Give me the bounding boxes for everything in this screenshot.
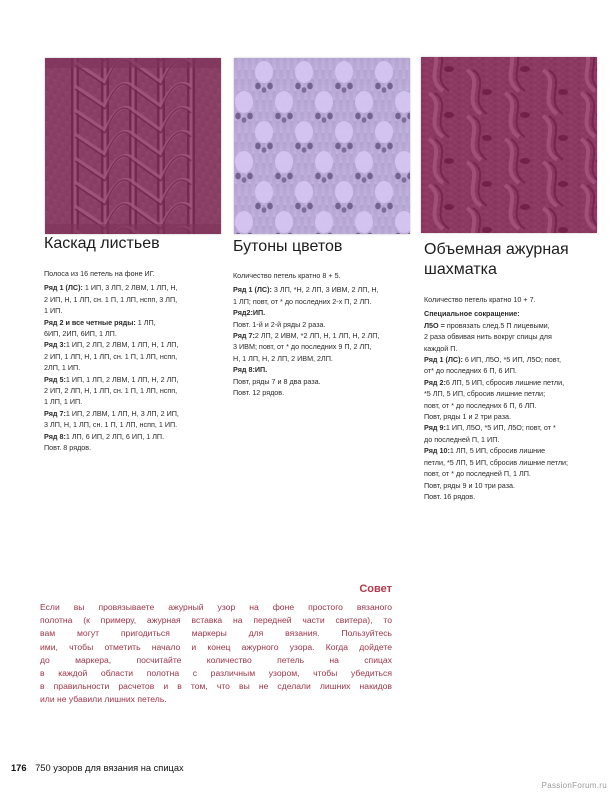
page-footer bbox=[11, 763, 184, 773]
row-label: Ряд 1 (ЛС): bbox=[233, 285, 272, 295]
row-text: повт, от * до последних 6 П, 6 ЛП. bbox=[424, 400, 537, 410]
instruction-line bbox=[44, 317, 234, 328]
row-text: Повт. 8 рядов. bbox=[44, 443, 92, 453]
row-text: от* до последних 6 П, 6 ИП. bbox=[424, 366, 517, 376]
tip-line: ими, чтобы отметить начало и конец ажурного узора. Когда дойдете bbox=[40, 641, 392, 652]
instruction-line bbox=[424, 445, 610, 456]
row-label: Ряд 3: bbox=[44, 340, 66, 350]
row-text: Повт, ряды 7 и 8 два раза. bbox=[233, 376, 321, 386]
row-label: Ряд 1 (ЛС): bbox=[424, 355, 463, 365]
row-text: Повт, ряды 9 и 10 три раза. bbox=[424, 480, 515, 490]
row-label: Ряд 7: bbox=[44, 408, 66, 418]
row-text: Повт, ряды 1 и 2 три раза. bbox=[424, 412, 511, 422]
row-text: 1 ИП, 3 ЛП, 2 ЛВМ, 1 ЛП, Н, bbox=[82, 283, 178, 293]
flower-buds-knit-texture bbox=[234, 58, 410, 234]
row-text: 1 ИП, 2 ЛП, 2 ЛВМ, 1 ЛП, Н, 1 ЛП, bbox=[65, 340, 179, 350]
tip-line: полотна (к примеру, ажурная вставка на передней части свитера), то bbox=[40, 615, 392, 626]
swatch-photo-flower-buds bbox=[234, 58, 410, 234]
row-text: провязать след.5 П лицевыми, bbox=[444, 320, 550, 330]
instruction-line bbox=[424, 468, 610, 479]
instruction-line bbox=[44, 362, 234, 373]
instruction-line bbox=[424, 480, 610, 491]
pattern-column-flower-buds bbox=[233, 237, 419, 398]
instruction-line bbox=[44, 408, 234, 419]
instruction-line bbox=[424, 320, 610, 331]
row-text: Н, 1 ЛП, Н, 2 ЛП, 2 ИВМ, 2ЛП. bbox=[233, 353, 333, 363]
tip-line: Если вы провязываете ажурный узор на фоне простого вязаного bbox=[40, 602, 392, 612]
row-text: 1 ЛП, 1 ИП. bbox=[44, 397, 83, 407]
tip-line: вам могут пригодиться маркеры для вязания. Пользуйтесь bbox=[40, 628, 392, 639]
pattern-column-lace-checker bbox=[424, 240, 610, 502]
instruction-line bbox=[424, 400, 610, 411]
instruction-line bbox=[233, 341, 419, 352]
row-text: 1 ИП, Л5О, *5 ИП, Л5О; повт, от * bbox=[445, 423, 556, 433]
pattern-title-line: шахматка bbox=[424, 261, 497, 278]
instruction-line bbox=[424, 434, 610, 445]
instruction-line bbox=[44, 419, 234, 430]
row-label: Ряд 7: bbox=[233, 331, 255, 341]
pattern-title-line: Объемная ажурная bbox=[424, 241, 569, 258]
row-text: 2 ИП, Н, 1 ЛП, сн. 1 П, 1 ЛП, нспп, 3 ЛП, bbox=[44, 294, 178, 304]
row-text: Повт. 16 рядов. bbox=[424, 491, 476, 501]
instruction-line bbox=[44, 294, 234, 305]
instruction-line bbox=[424, 457, 610, 468]
instruction-line bbox=[233, 387, 419, 398]
row-text: 1 ИП, 2 ЛВМ, 1 ЛП, Н, 3 ЛП, 2 ИП, bbox=[65, 408, 179, 418]
row-text: каждой П. bbox=[424, 343, 458, 353]
row-label: Ряд2:ИП. bbox=[233, 308, 266, 318]
row-label: Л5О = bbox=[424, 320, 445, 330]
row-text: петли, *5 ЛП, 5 ИП, сбросив лишние петли; bbox=[424, 457, 569, 467]
instruction-line bbox=[424, 411, 610, 422]
instruction-line bbox=[424, 331, 610, 342]
instruction-line bbox=[233, 307, 419, 318]
instruction-line bbox=[44, 374, 234, 385]
tip-line: в правильности расчетов и в том, что вы не сделали лишних накидов bbox=[40, 681, 392, 692]
tip-text bbox=[40, 601, 392, 707]
pattern-intro: Количество петель кратно 8 + 5. bbox=[233, 271, 341, 280]
row-text: 6 ИП, Л5О, *5 ИП, Л5О; повт, bbox=[462, 355, 561, 365]
page-number: 176 bbox=[11, 763, 27, 773]
row-text: 6 ЛП, 5 ИП, сбросив лишние петли, bbox=[445, 377, 565, 387]
row-text: 3 ИВМ; повт, от * до последних 9 П, 2 ЛП, bbox=[233, 342, 372, 352]
instruction-line bbox=[424, 365, 610, 376]
pattern-title: Каскад листьев bbox=[44, 235, 160, 252]
pattern-instructions bbox=[44, 282, 234, 453]
instruction-line bbox=[424, 422, 610, 433]
pattern-title: Бутоны цветов bbox=[233, 238, 343, 255]
row-text: 3 ЛП, *Н, 2 ЛП, 3 ИВМ, 2 ЛП, Н, bbox=[271, 285, 379, 295]
tip-box bbox=[40, 583, 392, 707]
pattern-intro: Полоса из 16 петель на фоне ИГ. bbox=[44, 269, 155, 278]
row-text: 1 ЛП, 6 ИП, 2 ЛП, 6 ИП, 1 ЛП. bbox=[65, 431, 165, 441]
row-label: Ряд 10: bbox=[424, 446, 450, 456]
instruction-line bbox=[424, 377, 610, 388]
instruction-line bbox=[233, 330, 419, 341]
row-text: 1 ИП, 1 ЛП, 2 ЛВМ, 1 ЛП, Н, 2 ЛП, bbox=[65, 374, 179, 384]
watermark: PassionForum.ru bbox=[541, 781, 607, 790]
row-label: Специальное сокращение: bbox=[424, 309, 520, 319]
row-text: 2ЛП, 1 ИП. bbox=[44, 363, 81, 373]
row-label: Ряд 9: bbox=[424, 423, 446, 433]
row-text: Повт. 1-й и 2-й ряды 2 раза. bbox=[233, 319, 326, 329]
row-label: Ряд 8: bbox=[44, 431, 66, 441]
swatch-photo-leaf-cascade bbox=[45, 58, 221, 234]
row-text: до последней П, 1 ИП. bbox=[424, 434, 500, 444]
row-label: Ряд 2 и все четные ряды: bbox=[44, 317, 136, 327]
instruction-line bbox=[233, 353, 419, 364]
row-text: 2 ИП, 1 ЛП, Н, 1 ЛП, сн. 1 П, 1 ЛП, нспп, bbox=[44, 351, 178, 361]
instruction-line bbox=[233, 319, 419, 330]
row-label: Ряд 8:ИП. bbox=[233, 365, 268, 375]
row-text: 3 ЛП, Н, 1 ЛП, сн. 1 П, 1 ЛП, нспп, 1 ИП. bbox=[44, 420, 178, 430]
pattern-column-leaf-cascade bbox=[44, 234, 234, 454]
instruction-line bbox=[44, 282, 234, 293]
instruction-line bbox=[44, 339, 234, 350]
pattern-title bbox=[424, 240, 610, 280]
instruction-line bbox=[44, 305, 234, 316]
tip-heading: Совет bbox=[359, 583, 392, 595]
pattern-instructions bbox=[424, 308, 610, 502]
instruction-line bbox=[233, 364, 419, 375]
instruction-line bbox=[424, 491, 610, 502]
instruction-line bbox=[424, 354, 610, 365]
row-text: 2 раза обвивая нить вокруг спицы для bbox=[424, 332, 552, 342]
row-label: Ряд 5: bbox=[44, 374, 66, 384]
row-text: 1 ЛП; повт, от * до последних 2-х П, 2 ЛП. bbox=[233, 296, 372, 306]
row-text: 1 ИП. bbox=[44, 306, 63, 316]
tip-line: или не убавили лишних петель. bbox=[40, 694, 167, 705]
row-text: 6ИП, 2ИП, 6ИП, 1 ЛП. bbox=[44, 329, 117, 339]
row-label: Ряд 1 (ЛС): bbox=[44, 283, 83, 293]
instruction-line bbox=[44, 396, 234, 407]
swatch-photo-lace-checker bbox=[421, 57, 597, 233]
instruction-line bbox=[44, 328, 234, 339]
row-text: 1 ЛП, 5 ИП, сбросив лишние bbox=[449, 446, 546, 456]
pattern-intro: Количество петель кратно 10 + 7. bbox=[424, 295, 536, 304]
instruction-line bbox=[44, 431, 234, 442]
row-text: Повт. 12 рядов. bbox=[233, 388, 285, 398]
tip-line: до маркера, посчитайте количество петель на спицах bbox=[40, 654, 392, 665]
lace-checker-knit-texture bbox=[421, 57, 597, 233]
row-text: 1 ЛП, bbox=[135, 317, 156, 327]
tip-line: в каждой области полотна с различным узором, чтобы убедиться bbox=[40, 668, 392, 679]
leaf-cascade-knit-texture bbox=[45, 58, 221, 234]
instruction-line bbox=[424, 308, 610, 319]
row-text: 2 ЛП, 2 ИВМ, *2 ЛП, Н, 1 ЛП, Н, 2 ЛП, bbox=[254, 331, 380, 341]
row-text: повт, от * до последней П, 1 ЛП. bbox=[424, 469, 531, 479]
instruction-line bbox=[424, 388, 610, 399]
row-text: *5 ЛП, 5 ИП, сбросив лишние петли; bbox=[424, 389, 546, 399]
row-text: 2 ИП, 2 ЛП, Н, 1 ЛП, сн. 1 П, 1 ЛП, нспп, bbox=[44, 386, 178, 396]
book-title: 750 узоров для вязания на спицах bbox=[35, 763, 184, 773]
instruction-line bbox=[44, 351, 234, 362]
instruction-line bbox=[233, 284, 419, 295]
instruction-line bbox=[44, 385, 234, 396]
pattern-instructions bbox=[233, 284, 419, 398]
instruction-line bbox=[233, 376, 419, 387]
instruction-line bbox=[44, 442, 234, 453]
instruction-line bbox=[233, 296, 419, 307]
row-label: Ряд 2: bbox=[424, 377, 446, 387]
instruction-line bbox=[424, 343, 610, 354]
